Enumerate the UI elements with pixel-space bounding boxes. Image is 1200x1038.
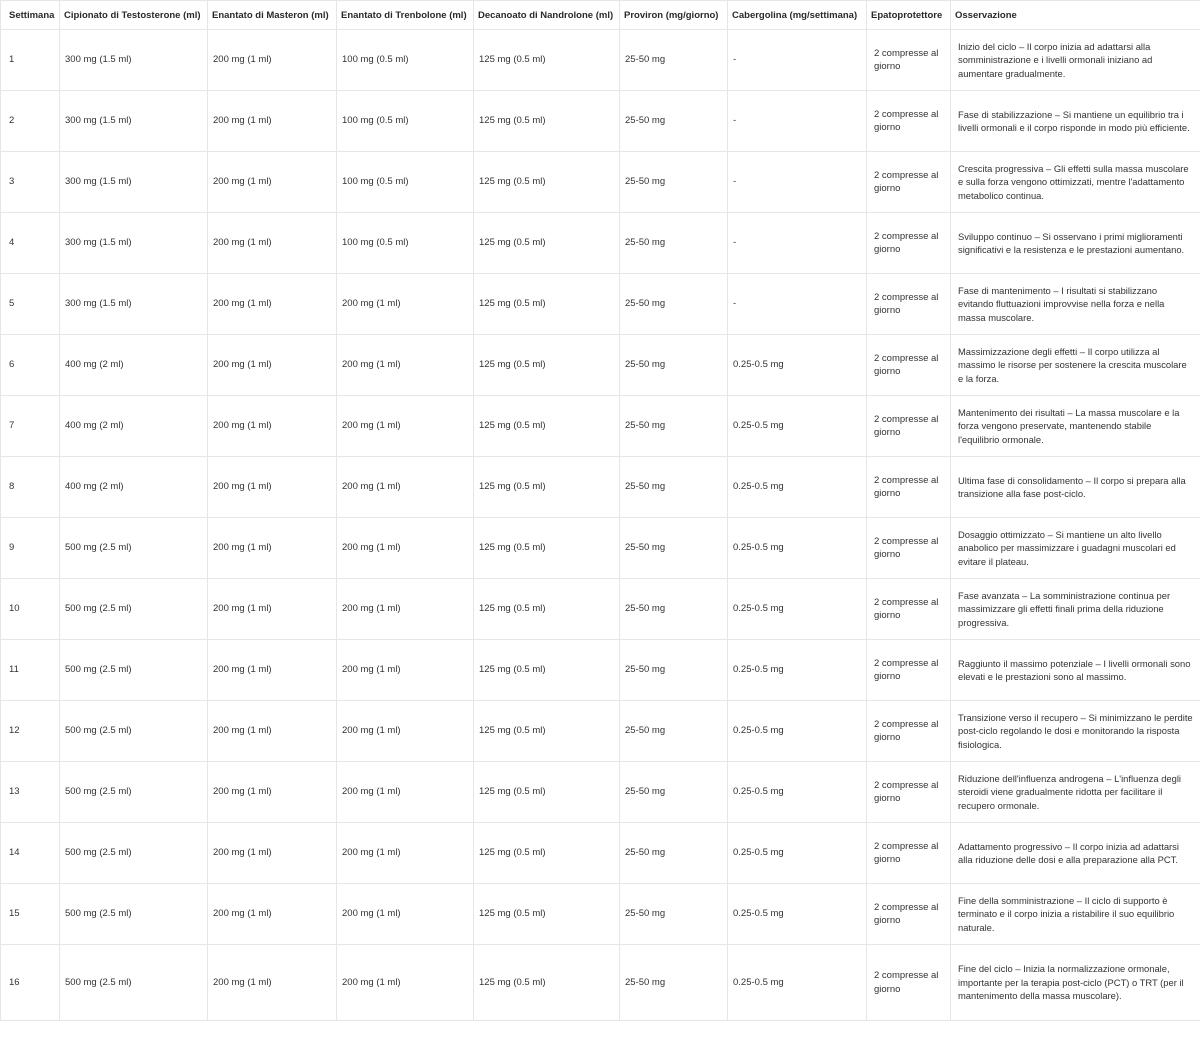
liver-protector-cell: 2 compresse al giorno <box>867 579 951 640</box>
week-cell: 1 <box>1 30 60 91</box>
header-nandrolone-decanoate: Decanoato di Nandrolone (ml) <box>474 1 620 30</box>
nandrolone-decanoate-cell: 125 mg (0.5 ml) <box>474 762 620 823</box>
masteron-enanthate-cell: 200 mg (1 ml) <box>208 335 337 396</box>
testosterone-cypionate-cell: 400 mg (2 ml) <box>60 335 208 396</box>
week-cell: 11 <box>1 640 60 701</box>
proviron-cell: 25-50 mg <box>620 30 728 91</box>
masteron-enanthate-cell: 200 mg (1 ml) <box>208 396 337 457</box>
week-cell: 10 <box>1 579 60 640</box>
table-row <box>1 457 1200 518</box>
cabergoline-cell: - <box>728 213 867 274</box>
table-row <box>1 640 1200 701</box>
observation-cell: Riduzione dell'influenza androgena – L'influenza degli steroidi viene gradualmente ridotta per facilitare il recupero ormonale. <box>951 762 1200 823</box>
liver-protector-cell: 2 compresse al giorno <box>867 335 951 396</box>
nandrolone-decanoate-cell: 125 mg (0.5 ml) <box>474 640 620 701</box>
proviron-cell: 25-50 mg <box>620 213 728 274</box>
proviron-cell: 25-50 mg <box>620 640 728 701</box>
liver-protector-cell: 2 compresse al giorno <box>867 30 951 91</box>
masteron-enanthate-cell: 200 mg (1 ml) <box>208 91 337 152</box>
testosterone-cypionate-cell: 500 mg (2.5 ml) <box>60 579 208 640</box>
trenbolone-enanthate-cell: 200 mg (1 ml) <box>337 701 474 762</box>
nandrolone-decanoate-cell: 125 mg (0.5 ml) <box>474 518 620 579</box>
testosterone-cypionate-cell: 300 mg (1.5 ml) <box>60 91 208 152</box>
testosterone-cypionate-cell: 500 mg (2.5 ml) <box>60 762 208 823</box>
observation-cell: Adattamento progressivo – Il corpo inizia ad adattarsi alla riduzione delle dosi e alla preparazione alla PCT. <box>951 823 1200 884</box>
trenbolone-enanthate-cell: 200 mg (1 ml) <box>337 884 474 945</box>
liver-protector-cell: 2 compresse al giorno <box>867 762 951 823</box>
proviron-cell: 25-50 mg <box>620 518 728 579</box>
testosterone-cypionate-cell: 400 mg (2 ml) <box>60 396 208 457</box>
week-cell: 14 <box>1 823 60 884</box>
trenbolone-enanthate-cell: 100 mg (0.5 ml) <box>337 30 474 91</box>
nandrolone-decanoate-cell: 125 mg (0.5 ml) <box>474 152 620 213</box>
table-row <box>1 152 1200 213</box>
proviron-cell: 25-50 mg <box>620 396 728 457</box>
masteron-enanthate-cell: 200 mg (1 ml) <box>208 152 337 213</box>
week-cell: 7 <box>1 396 60 457</box>
cabergoline-cell: - <box>728 274 867 335</box>
liver-protector-cell: 2 compresse al giorno <box>867 945 951 1021</box>
liver-protector-cell: 2 compresse al giorno <box>867 884 951 945</box>
nandrolone-decanoate-cell: 125 mg (0.5 ml) <box>474 457 620 518</box>
header-masteron-enanthate: Enantato di Masteron (ml) <box>208 1 337 30</box>
observation-cell: Raggiunto il massimo potenziale – I livelli ormonali sono elevati e le prestazioni sono al massimo. <box>951 640 1200 701</box>
header-proviron: Proviron (mg/giorno) <box>620 1 728 30</box>
testosterone-cypionate-cell: 500 mg (2.5 ml) <box>60 945 208 1021</box>
table-row <box>1 945 1200 1021</box>
proviron-cell: 25-50 mg <box>620 152 728 213</box>
observation-cell: Transizione verso il recupero – Si minimizzano le perdite post-ciclo regolando le dosi e monitorando la risposta fisiologica. <box>951 701 1200 762</box>
observation-cell: Fine della somministrazione – Il ciclo di supporto è terminato e il corpo inizia a ristabilire il suo equilibrio naturale. <box>951 884 1200 945</box>
nandrolone-decanoate-cell: 125 mg (0.5 ml) <box>474 30 620 91</box>
header-testosterone-cypionate: Cipionato di Testosterone (ml) <box>60 1 208 30</box>
header-cabergoline: Cabergolina (mg/settimana) <box>728 1 867 30</box>
cabergoline-cell: - <box>728 30 867 91</box>
observation-cell: Ultima fase di consolidamento – Il corpo si prepara alla transizione alla fase post-ciclo. <box>951 457 1200 518</box>
masteron-enanthate-cell: 200 mg (1 ml) <box>208 518 337 579</box>
masteron-enanthate-cell: 200 mg (1 ml) <box>208 274 337 335</box>
table-row <box>1 884 1200 945</box>
observation-cell: Massimizzazione degli effetti – Il corpo utilizza al massimo le risorse per sostenere la crescita muscolare e la forza. <box>951 335 1200 396</box>
cabergoline-cell: 0.25-0.5 mg <box>728 518 867 579</box>
week-cell: 8 <box>1 457 60 518</box>
proviron-cell: 25-50 mg <box>620 701 728 762</box>
trenbolone-enanthate-cell: 100 mg (0.5 ml) <box>337 91 474 152</box>
masteron-enanthate-cell: 200 mg (1 ml) <box>208 701 337 762</box>
table-row <box>1 274 1200 335</box>
table-row <box>1 30 1200 91</box>
liver-protector-cell: 2 compresse al giorno <box>867 518 951 579</box>
proviron-cell: 25-50 mg <box>620 884 728 945</box>
header-week: Settimana <box>1 1 60 30</box>
observation-cell: Sviluppo continuo – Si osservano i primi miglioramenti significativi e la resistenza e le prestazioni aumentano. <box>951 213 1200 274</box>
header-row <box>1 1 1200 30</box>
nandrolone-decanoate-cell: 125 mg (0.5 ml) <box>474 823 620 884</box>
proviron-cell: 25-50 mg <box>620 762 728 823</box>
trenbolone-enanthate-cell: 200 mg (1 ml) <box>337 823 474 884</box>
observation-cell: Fine del ciclo – Inizia la normalizzazione ormonale, importante per la terapia post-ciclo (PCT) o TRT (per il mantenimento della massa muscolare). <box>951 945 1200 1021</box>
week-cell: 6 <box>1 335 60 396</box>
cabergoline-cell: 0.25-0.5 mg <box>728 945 867 1021</box>
testosterone-cypionate-cell: 300 mg (1.5 ml) <box>60 30 208 91</box>
masteron-enanthate-cell: 200 mg (1 ml) <box>208 884 337 945</box>
testosterone-cypionate-cell: 500 mg (2.5 ml) <box>60 640 208 701</box>
masteron-enanthate-cell: 200 mg (1 ml) <box>208 945 337 1021</box>
proviron-cell: 25-50 mg <box>620 579 728 640</box>
liver-protector-cell: 2 compresse al giorno <box>867 213 951 274</box>
week-cell: 9 <box>1 518 60 579</box>
table-header <box>1 1 1200 30</box>
liver-protector-cell: 2 compresse al giorno <box>867 640 951 701</box>
cabergoline-cell: 0.25-0.5 mg <box>728 762 867 823</box>
nandrolone-decanoate-cell: 125 mg (0.5 ml) <box>474 213 620 274</box>
liver-protector-cell: 2 compresse al giorno <box>867 274 951 335</box>
masteron-enanthate-cell: 200 mg (1 ml) <box>208 762 337 823</box>
trenbolone-enanthate-cell: 200 mg (1 ml) <box>337 762 474 823</box>
cabergoline-cell: - <box>728 152 867 213</box>
nandrolone-decanoate-cell: 125 mg (0.5 ml) <box>474 884 620 945</box>
header-trenbolone-enanthate: Enantato di Trenbolone (ml) <box>337 1 474 30</box>
week-cell: 5 <box>1 274 60 335</box>
table-row <box>1 579 1200 640</box>
liver-protector-cell: 2 compresse al giorno <box>867 823 951 884</box>
table-row <box>1 396 1200 457</box>
table-row <box>1 762 1200 823</box>
liver-protector-cell: 2 compresse al giorno <box>867 152 951 213</box>
proviron-cell: 25-50 mg <box>620 91 728 152</box>
observation-cell: Inizio del ciclo – Il corpo inizia ad adattarsi alla somministrazione e i livelli ormonali iniziano ad aumentare gradualmente. <box>951 30 1200 91</box>
nandrolone-decanoate-cell: 125 mg (0.5 ml) <box>474 701 620 762</box>
observation-cell: Fase avanzata – La somministrazione continua per massimizzare gli effetti finali prima della riduzione progressiva. <box>951 579 1200 640</box>
trenbolone-enanthate-cell: 100 mg (0.5 ml) <box>337 152 474 213</box>
week-cell: 12 <box>1 701 60 762</box>
cabergoline-cell: 0.25-0.5 mg <box>728 884 867 945</box>
cabergoline-cell: 0.25-0.5 mg <box>728 823 867 884</box>
testosterone-cypionate-cell: 500 mg (2.5 ml) <box>60 823 208 884</box>
cabergoline-cell: 0.25-0.5 mg <box>728 579 867 640</box>
nandrolone-decanoate-cell: 125 mg (0.5 ml) <box>474 579 620 640</box>
table-body <box>1 30 1200 1021</box>
testosterone-cypionate-cell: 500 mg (2.5 ml) <box>60 518 208 579</box>
trenbolone-enanthate-cell: 200 mg (1 ml) <box>337 640 474 701</box>
testosterone-cypionate-cell: 400 mg (2 ml) <box>60 457 208 518</box>
nandrolone-decanoate-cell: 125 mg (0.5 ml) <box>474 274 620 335</box>
trenbolone-enanthate-cell: 200 mg (1 ml) <box>337 335 474 396</box>
cabergoline-cell: 0.25-0.5 mg <box>728 335 867 396</box>
table-row <box>1 91 1200 152</box>
nandrolone-decanoate-cell: 125 mg (0.5 ml) <box>474 396 620 457</box>
liver-protector-cell: 2 compresse al giorno <box>867 701 951 762</box>
cabergoline-cell: 0.25-0.5 mg <box>728 396 867 457</box>
cabergoline-cell: 0.25-0.5 mg <box>728 640 867 701</box>
cabergoline-cell: 0.25-0.5 mg <box>728 457 867 518</box>
table-row <box>1 823 1200 884</box>
trenbolone-enanthate-cell: 100 mg (0.5 ml) <box>337 213 474 274</box>
proviron-cell: 25-50 mg <box>620 945 728 1021</box>
masteron-enanthate-cell: 200 mg (1 ml) <box>208 213 337 274</box>
testosterone-cypionate-cell: 300 mg (1.5 ml) <box>60 152 208 213</box>
nandrolone-decanoate-cell: 125 mg (0.5 ml) <box>474 91 620 152</box>
liver-protector-cell: 2 compresse al giorno <box>867 457 951 518</box>
table-row <box>1 518 1200 579</box>
table-row <box>1 335 1200 396</box>
table-row <box>1 213 1200 274</box>
trenbolone-enanthate-cell: 200 mg (1 ml) <box>337 396 474 457</box>
cabergoline-cell: - <box>728 91 867 152</box>
cabergoline-cell: 0.25-0.5 mg <box>728 701 867 762</box>
proviron-cell: 25-50 mg <box>620 274 728 335</box>
week-cell: 3 <box>1 152 60 213</box>
observation-cell: Dosaggio ottimizzato – Si mantiene un alto livello anabolico per massimizzare i guadagni muscolari ed evitare il plateau. <box>951 518 1200 579</box>
testosterone-cypionate-cell: 500 mg (2.5 ml) <box>60 701 208 762</box>
header-observation: Osservazione <box>951 1 1200 30</box>
proviron-cell: 25-50 mg <box>620 335 728 396</box>
masteron-enanthate-cell: 200 mg (1 ml) <box>208 823 337 884</box>
observation-cell: Fase di mantenimento – I risultati si stabilizzano evitando fluttuazioni improvvise nella forza e nella massa muscolare. <box>951 274 1200 335</box>
observation-cell: Fase di stabilizzazione – Si mantiene un equilibrio tra i livelli ormonali e il corpo risponde in modo più efficiente. <box>951 91 1200 152</box>
header-liver-protector: Epatoprotettore <box>867 1 951 30</box>
trenbolone-enanthate-cell: 200 mg (1 ml) <box>337 579 474 640</box>
trenbolone-enanthate-cell: 200 mg (1 ml) <box>337 274 474 335</box>
table-row <box>1 701 1200 762</box>
masteron-enanthate-cell: 200 mg (1 ml) <box>208 640 337 701</box>
testosterone-cypionate-cell: 300 mg (1.5 ml) <box>60 213 208 274</box>
nandrolone-decanoate-cell: 125 mg (0.5 ml) <box>474 945 620 1021</box>
proviron-cell: 25-50 mg <box>620 823 728 884</box>
testosterone-cypionate-cell: 300 mg (1.5 ml) <box>60 274 208 335</box>
trenbolone-enanthate-cell: 200 mg (1 ml) <box>337 518 474 579</box>
proviron-cell: 25-50 mg <box>620 457 728 518</box>
week-cell: 2 <box>1 91 60 152</box>
week-cell: 4 <box>1 213 60 274</box>
masteron-enanthate-cell: 200 mg (1 ml) <box>208 579 337 640</box>
trenbolone-enanthate-cell: 200 mg (1 ml) <box>337 945 474 1021</box>
week-cell: 15 <box>1 884 60 945</box>
masteron-enanthate-cell: 200 mg (1 ml) <box>208 457 337 518</box>
testosterone-cypionate-cell: 500 mg (2.5 ml) <box>60 884 208 945</box>
week-cell: 13 <box>1 762 60 823</box>
week-cell: 16 <box>1 945 60 1021</box>
trenbolone-enanthate-cell: 200 mg (1 ml) <box>337 457 474 518</box>
liver-protector-cell: 2 compresse al giorno <box>867 91 951 152</box>
observation-cell: Mantenimento dei risultati – La massa muscolare e la forza vengono preservate, mantenendo stabile l'equilibrio ormonale. <box>951 396 1200 457</box>
observation-cell: Crescita progressiva – Gli effetti sulla massa muscolare e sulla forza vengono ottimizzati, mentre l'adattamento metabolico continua. <box>951 152 1200 213</box>
masteron-enanthate-cell: 200 mg (1 ml) <box>208 30 337 91</box>
nandrolone-decanoate-cell: 125 mg (0.5 ml) <box>474 335 620 396</box>
liver-protector-cell: 2 compresse al giorno <box>867 396 951 457</box>
